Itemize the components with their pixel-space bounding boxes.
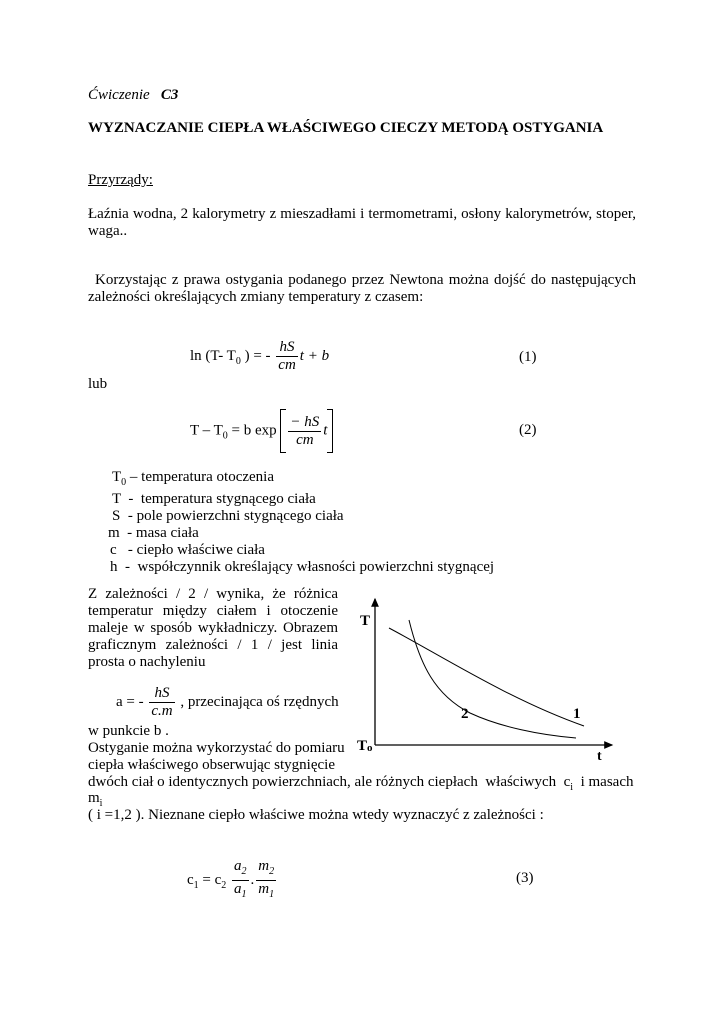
eq3-m2: m	[258, 858, 270, 874]
legend-text: – temperatura otoczenia	[126, 469, 275, 485]
legend-item	[112, 508, 496, 525]
legend-text: - ciepło właściwe ciała	[116, 542, 265, 558]
eq3-den2	[256, 881, 276, 903]
equation-3: $c_1 = c_2$ $\frac{a_2}{a_1}$ . $\frac{m_2}{m_1}$	[187, 858, 278, 906]
legend-item	[108, 525, 492, 542]
slope-fraction	[149, 685, 174, 720]
cooling-text: ( i =1,2 ). Nieznane ciepło właściwe można wtedy wyznaczyć z zależności :	[88, 807, 544, 823]
symbol-legend	[108, 469, 495, 576]
eq3-fraction-m	[256, 858, 276, 903]
eq3-num1	[232, 858, 249, 881]
eq2-lhs: T – T	[190, 422, 223, 439]
cooling-text: ciepła właściwego obserwując stygnięcie	[88, 757, 335, 773]
eq2-lhs2: = b exp	[227, 422, 281, 439]
curve-1-label: 1	[573, 706, 581, 722]
y-axis-label: T	[360, 613, 371, 629]
eq3-m1-sub: 1	[269, 889, 275, 900]
eq3-lhs: c	[187, 871, 194, 888]
eq2-rhs: t	[323, 422, 328, 439]
origin-sub: o	[367, 742, 373, 754]
eq3-a-sub: 2	[241, 866, 247, 877]
eq3-m2-sub: 2	[269, 866, 275, 877]
eq1-fraction	[276, 339, 298, 374]
eq2-den: cm	[296, 431, 314, 448]
eq3-a1-sub: 1	[241, 889, 247, 900]
eq1-sub: 0	[235, 356, 241, 367]
legend-symbol: h	[110, 559, 118, 575]
equation-3-number: (3)	[516, 870, 534, 886]
cooling-text-main: dwóch ciał o identycznych powierzchniach, ale różnych ciepłach właściwych c	[88, 774, 571, 790]
point-b-text: w punkcie b .	[88, 723, 169, 739]
eq3-fraction-a	[232, 858, 249, 903]
equipment-text-2: waga..	[88, 223, 128, 239]
slope-den: c.m	[151, 703, 173, 720]
legend-sub: 0	[121, 477, 127, 488]
cooling-curves-diagram	[350, 585, 620, 765]
cooling-m-sub: i	[99, 798, 103, 809]
legend-text: - współczynnik określający własności powierzchni stygnącej	[117, 559, 495, 575]
equipment-heading: Przyrządy:	[88, 172, 153, 188]
eq3-msub: 2	[221, 879, 227, 891]
legend-text: - masa ciała	[119, 525, 199, 541]
paragraph-line: maleje w sposób wykładniczy. Obrazem	[88, 620, 338, 636]
legend-item	[110, 559, 494, 576]
eq3-mid: = c	[198, 871, 222, 888]
eq1-num: hS	[276, 339, 298, 357]
slope-equation	[116, 685, 339, 720]
legend-item	[112, 469, 496, 491]
eq1-lhs: ln (T- T	[190, 348, 236, 364]
cooling-text-end: i masach	[573, 774, 634, 790]
paragraph-line: temperatur między ciałem i otoczenie	[88, 603, 338, 619]
eq2-fraction	[288, 414, 321, 449]
legend-text: - pole powierzchni stygnącego ciała	[120, 508, 344, 524]
eq3-a1: a	[234, 881, 242, 897]
legend-symbol: S	[112, 508, 121, 524]
legend-symbol: m	[108, 525, 120, 541]
intro-text: Korzystając z prawa ostygania podanego przez Newtona można dojść do następujących	[95, 272, 636, 288]
slope-rhs: , przecinająca oś rzędnych	[176, 694, 339, 710]
eq3-m1: m	[258, 881, 270, 897]
exercise-header	[88, 87, 178, 104]
equation-2	[190, 409, 333, 457]
legend-item	[112, 491, 496, 508]
equation-2-number: (2)	[519, 422, 537, 438]
origin-T: T	[357, 738, 368, 754]
left-bracket	[280, 409, 286, 453]
curve-2	[409, 620, 576, 738]
lub-text: lub	[88, 376, 108, 392]
legend-symbol: T	[112, 491, 121, 507]
eq1-den: cm	[278, 357, 296, 374]
legend-item	[110, 542, 494, 559]
equation-1	[190, 339, 329, 379]
eq3-den1	[232, 881, 249, 903]
eq3-a: a	[234, 858, 242, 874]
paragraph-line: prosta o nachyleniu	[88, 654, 206, 670]
eq2-sub: 0	[222, 430, 228, 442]
equipment-text: Łaźnia wodna, 2 kalorymetry z mieszadłami i termometrami, osłony kalorymetrów, stoper,	[88, 206, 636, 222]
origin-label	[357, 738, 373, 754]
slope-lhs: a = -	[116, 694, 148, 710]
cooling-sub: i	[570, 782, 574, 793]
paragraph-line: graficznym zależności / 1 / jest linia	[88, 637, 338, 653]
curve-1	[389, 628, 584, 726]
document-title: WYZNACZANIE CIEPŁA WŁAŚCIWEGO CIECZY METODĄ OSTYGANIA	[88, 120, 604, 136]
cooling-m: m	[88, 790, 100, 806]
curve-2-label: 2	[461, 706, 469, 722]
right-bracket	[327, 409, 333, 453]
legend-symbol: T	[112, 469, 122, 485]
eq3-num2	[256, 858, 276, 881]
equation-1-number: (1)	[519, 349, 537, 365]
cooling-text: Ostyganie można wykorzystać do pomiaru	[88, 740, 345, 756]
cooling-text	[88, 774, 633, 796]
exercise-code: C3	[160, 87, 179, 103]
intro-text-2: zależności określających zmiany temperatury z czasem:	[88, 289, 424, 305]
legend-text: - temperatura stygnącego ciała	[120, 491, 316, 507]
exercise-label: Ćwiczenie	[88, 87, 150, 103]
x-axis-label: t	[597, 749, 602, 764]
eq1-lhs2: ) = -	[240, 348, 275, 364]
eq2-num: − hS	[290, 413, 320, 430]
eq3-lsub: 1	[193, 879, 199, 891]
eq1-rhs: t + b	[299, 348, 330, 364]
paragraph-line: Z zależności / 2 / wynika, że różnica	[88, 586, 338, 602]
slope-num: hS	[149, 685, 174, 703]
legend-symbol: c	[110, 542, 117, 558]
